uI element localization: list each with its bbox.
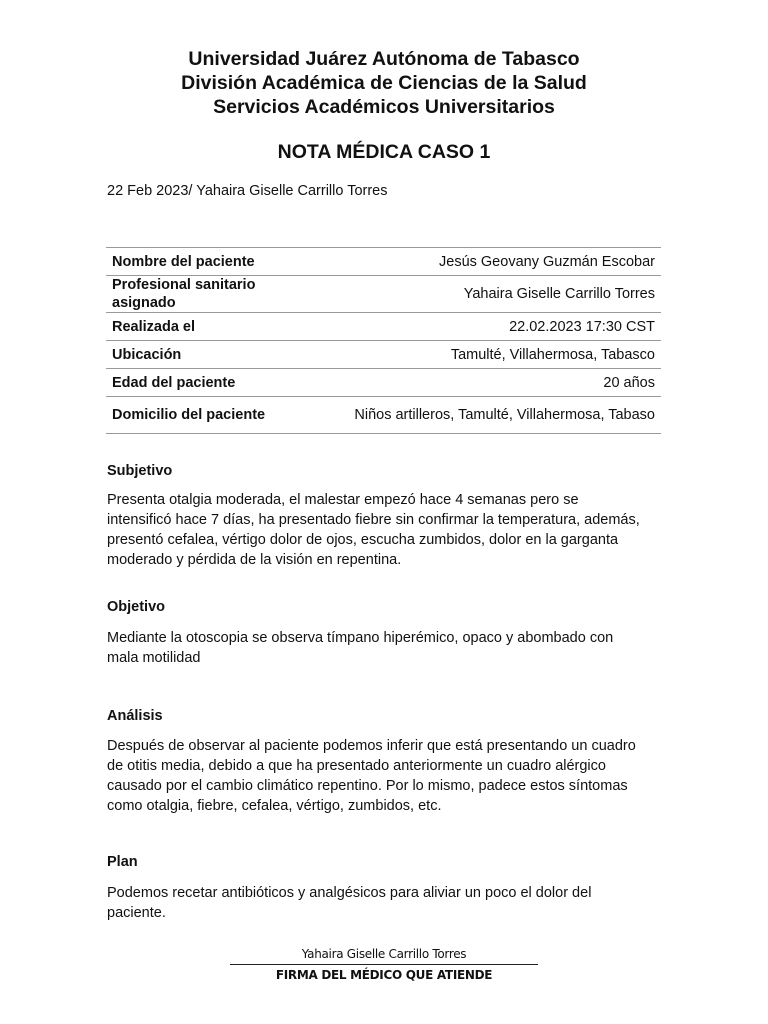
row-label: Profesional sanitario asignado bbox=[106, 276, 288, 313]
row-label: Nombre del paciente bbox=[106, 248, 288, 276]
services-name: Servicios Académicos Universitarios bbox=[213, 96, 555, 118]
row-label: Realizada el bbox=[106, 313, 288, 341]
section-title-objetivo: Objetivo bbox=[107, 599, 166, 615]
section-title-plan: Plan bbox=[107, 854, 138, 870]
table-row bbox=[106, 369, 661, 397]
table-row bbox=[106, 313, 661, 341]
date-author-line: 22 Feb 2023/ Yahaira Giselle Carrillo Torres bbox=[107, 183, 388, 199]
row-label: Domicilio del paciente bbox=[106, 397, 288, 434]
table-row bbox=[106, 276, 661, 313]
signature-label: FIRMA DEL MÉDICO QUE ATIENDE bbox=[275, 968, 493, 982]
row-value: 22.02.2023 17:30 CST bbox=[288, 313, 661, 341]
table-row bbox=[106, 341, 661, 369]
row-label: Edad del paciente bbox=[106, 369, 288, 397]
section-body-subjetivo: Presenta otalgia moderada, el malestar empezó hace 4 semanas pero se intensificó hace 7 días, ha presentado fiebre sin confirmar la temperatura, además, presentó cefalea, vértigo dolor de ojos, escucha zumbidos, dolor en la garganta moderado y pérdida de la visión en repentina. bbox=[107, 492, 640, 568]
section-body-objetivo: Mediante la otoscopia se observa tímpano hiperémico, opaco y abombado con mala motilidad bbox=[107, 630, 614, 666]
row-value: Tamulté, Villahermosa, Tabasco bbox=[288, 341, 661, 369]
signature-line bbox=[230, 964, 538, 965]
row-value: Jesús Geovany Guzmán Escobar bbox=[288, 248, 661, 276]
row-label: Ubicación bbox=[106, 341, 288, 369]
section-title-subjetivo: Subjetivo bbox=[107, 463, 173, 479]
document-header bbox=[0, 47, 768, 119]
row-value: Niños artilleros, Tamulté, Villahermosa, Tabaso bbox=[288, 397, 661, 434]
section-body-plan: Podemos recetar antibióticos y analgésicos para aliviar un poco el dolor del paciente. bbox=[107, 885, 592, 921]
table-row bbox=[106, 397, 661, 434]
division-name: División Académica de Ciencias de la Salud bbox=[181, 72, 587, 94]
table-row bbox=[106, 248, 661, 276]
row-value: 20 años bbox=[288, 369, 661, 397]
document-title: NOTA MÉDICA CASO 1 bbox=[277, 141, 491, 163]
row-value: Yahaira Giselle Carrillo Torres bbox=[288, 276, 661, 313]
section-body-analisis: Después de observar al paciente podemos inferir que está presentando un cuadro de otitis media, debido a que ha presentado anteriormente un cuadro alérgico causado por el cambio climático repentino. Por lo mismo, padece estos síntomas como otalgia, fiebre, cefalea, vértigo, zumbidos, etc. bbox=[107, 738, 636, 814]
patient-info-table bbox=[106, 247, 661, 434]
section-title-analisis: Análisis bbox=[107, 708, 163, 724]
signature-name: Yahaira Giselle Carrillo Torres bbox=[301, 947, 467, 961]
university-name: Universidad Juárez Autónoma de Tabasco bbox=[188, 48, 580, 70]
